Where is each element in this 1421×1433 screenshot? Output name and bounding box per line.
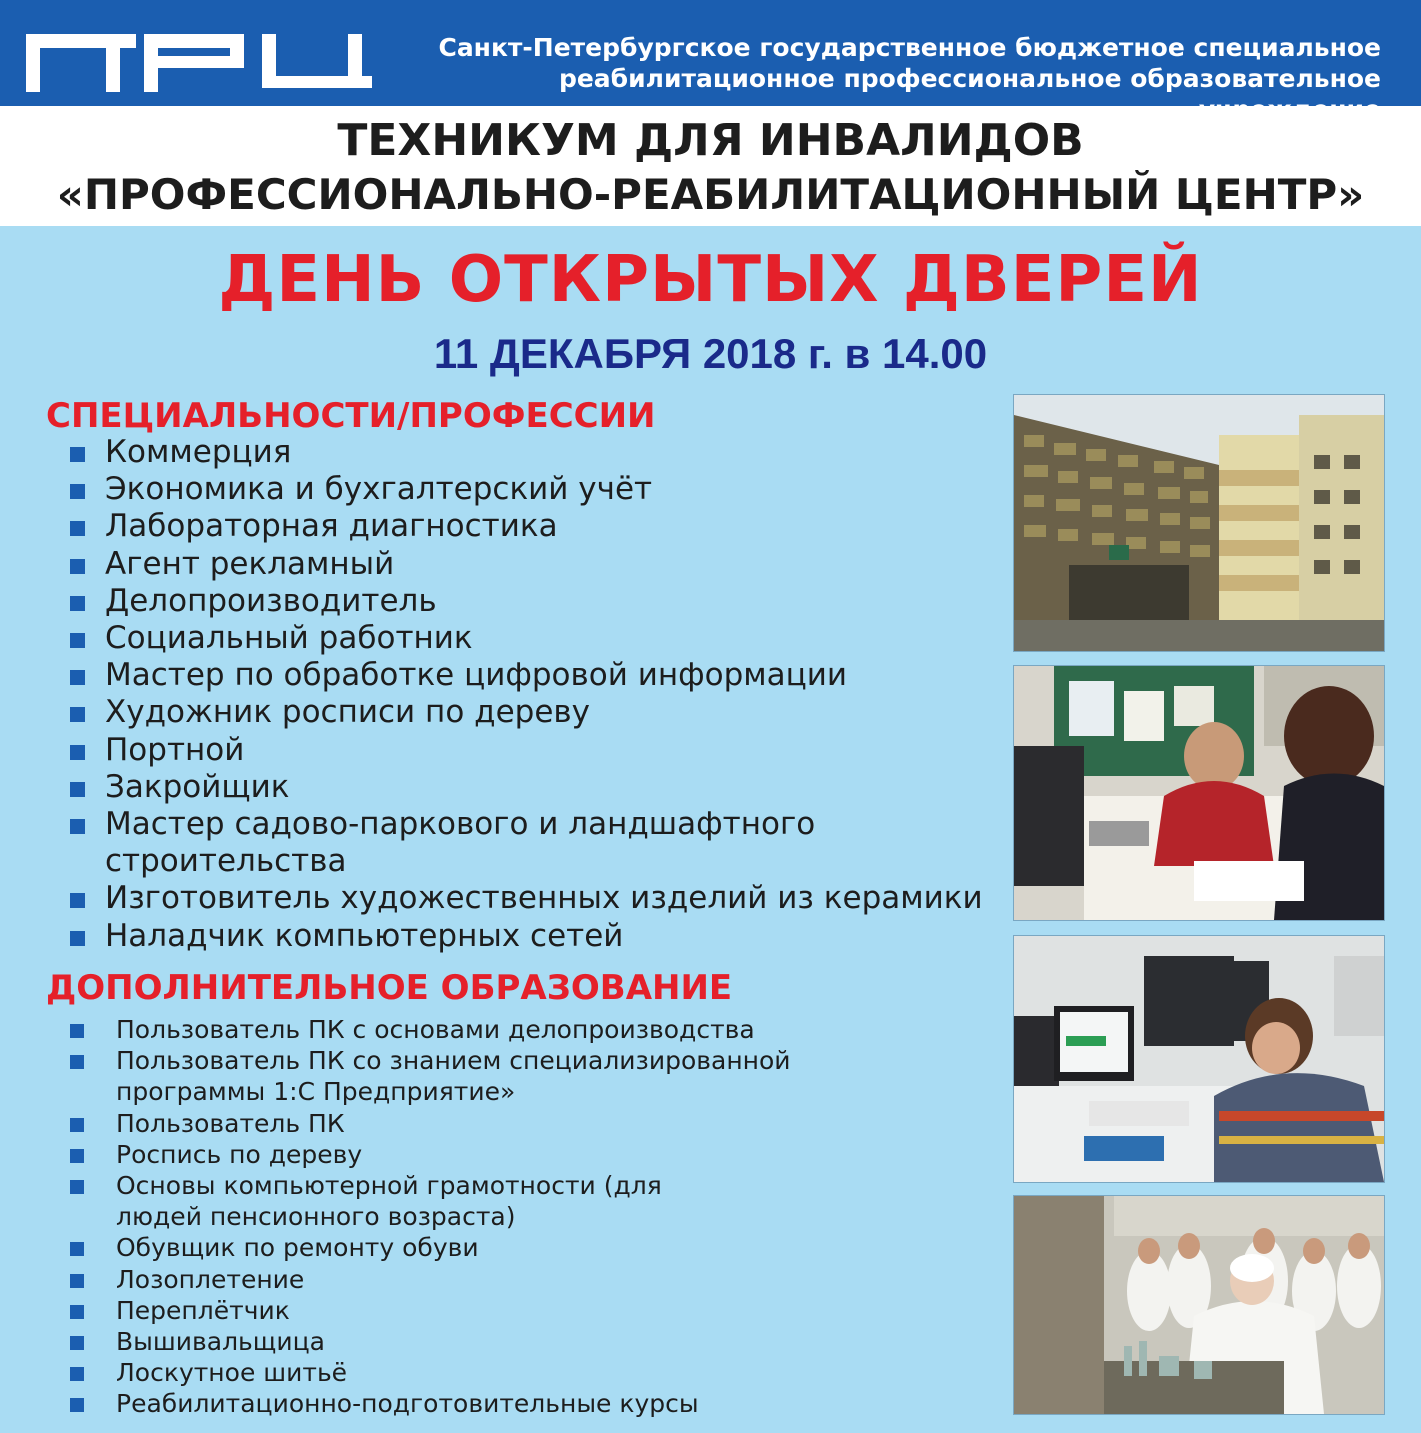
course-label: Лоскутное шитьё <box>116 1358 348 1388</box>
square-bullet-icon <box>70 707 85 722</box>
square-bullet-icon <box>70 1055 84 1069</box>
square-bullet-icon <box>70 1367 84 1381</box>
list-item <box>70 1108 1000 1139</box>
list-item <box>70 657 1000 694</box>
list-item <box>70 769 1000 806</box>
square-bullet-icon <box>70 484 85 499</box>
list-item <box>70 1388 1000 1419</box>
list-item <box>70 806 845 880</box>
square-bullet-icon <box>70 1024 84 1038</box>
square-bullet-icon <box>70 1305 84 1319</box>
office-photo <box>1013 665 1385 921</box>
square-bullet-icon <box>70 745 85 760</box>
laboratory-photo <box>1013 1195 1385 1415</box>
list-item <box>70 732 1000 769</box>
square-bullet-icon <box>70 931 85 946</box>
list-item <box>70 583 1000 620</box>
course-label: Лозоплетение <box>116 1264 305 1294</box>
list-item <box>70 1264 1000 1295</box>
list-item <box>70 434 1000 471</box>
list-item <box>70 1295 1000 1326</box>
college-subtitle: «ПРОФЕССИОНАЛЬНО-РЕАБИЛИТАЦИОННЫЙ ЦЕНТР» <box>56 170 1365 219</box>
square-bullet-icon <box>70 819 85 834</box>
profession-label: Мастер садово-паркового и ландшафтного строительства <box>105 806 816 880</box>
list-item <box>70 1139 1000 1170</box>
square-bullet-icon <box>70 633 85 648</box>
title-band <box>0 106 1421 226</box>
course-label: Основы компьютерной грамотности (для людей пенсионного возраста) <box>116 1171 662 1232</box>
event-date: 11 ДЕКАБРЯ 2018 г. в 14.00 <box>433 330 988 377</box>
square-bullet-icon <box>70 670 85 685</box>
additional-education-list <box>70 1014 1000 1420</box>
profession-label: Делопроизводитель <box>105 582 437 619</box>
list-item <box>70 1326 1000 1357</box>
professions-title: СПЕЦИАЛЬНОСТИ/ПРОФЕССИИ <box>46 396 656 436</box>
event-name: ДЕНЬ ОТКРЫТЫХ ДВЕРЕЙ <box>218 243 1203 317</box>
list-item <box>70 880 1000 917</box>
profession-label: Закройщик <box>105 768 290 805</box>
computer-class-photo <box>1013 935 1385 1183</box>
course-label: Роспись по дереву <box>116 1139 363 1169</box>
course-label: Пользователь ПК <box>116 1108 345 1138</box>
square-bullet-icon <box>70 893 85 908</box>
square-bullet-icon <box>70 1149 84 1163</box>
profession-label: Лабораторная диагностика <box>105 508 558 545</box>
profession-label: Экономика и бухгалтерский учёт <box>105 471 653 508</box>
institution-line-1: Санкт-Петербургское государственное бюджетное специальное <box>438 33 1381 62</box>
square-bullet-icon <box>70 521 85 536</box>
additional-education-title: ДОПОЛНИТЕЛЬНОЕ ОБРАЗОВАНИЕ <box>46 968 733 1008</box>
list-item <box>70 1045 896 1107</box>
course-label: Переплётчик <box>116 1295 290 1325</box>
course-label: Обувщик по ремонту обуви <box>116 1233 479 1263</box>
profession-label: Портной <box>105 731 245 768</box>
list-item <box>70 620 1000 657</box>
square-bullet-icon <box>70 447 85 462</box>
profession-label: Коммерция <box>105 434 292 470</box>
list-item <box>70 1014 1000 1045</box>
profession-label: Социальный работник <box>105 620 473 657</box>
list-item <box>70 1357 1000 1388</box>
square-bullet-icon <box>70 1180 84 1194</box>
profession-label: Мастер по обработке цифровой информации <box>105 657 848 694</box>
list-item <box>70 1170 676 1232</box>
prc-logo <box>26 32 372 92</box>
list-item <box>70 471 1000 508</box>
course-label: Вышивальщица <box>116 1327 325 1357</box>
list-item <box>70 508 1000 545</box>
profession-label: Изготовитель художественных изделий из керамики <box>105 880 983 917</box>
header-bar <box>0 0 1421 106</box>
list-item <box>70 546 1000 583</box>
square-bullet-icon <box>70 1242 84 1256</box>
list-item <box>70 694 1000 731</box>
list-item <box>70 1232 1000 1263</box>
profession-label: Наладчик компьютерных сетей <box>105 917 624 954</box>
course-label: Пользователь ПК со знанием специализированной программы 1:С Предприятие» <box>116 1046 791 1107</box>
square-bullet-icon <box>70 1274 84 1288</box>
square-bullet-icon <box>70 596 85 611</box>
course-label: Реабилитационно-подготовительные курсы <box>116 1389 699 1419</box>
square-bullet-icon <box>70 782 85 797</box>
square-bullet-icon <box>70 1336 84 1350</box>
list-item <box>70 918 1000 955</box>
square-bullet-icon <box>70 559 85 574</box>
profession-label: Агент рекламный <box>105 545 395 582</box>
college-title: ТЕХНИКУМ ДЛЯ ИНВАЛИДОВ <box>337 115 1084 166</box>
course-label: Пользователь ПК с основами делопроизводства <box>116 1015 755 1044</box>
professions-list <box>70 434 1000 955</box>
square-bullet-icon <box>70 1118 84 1132</box>
building-photo <box>1013 394 1385 652</box>
profession-label: Художник росписи по дереву <box>105 694 591 731</box>
square-bullet-icon <box>70 1398 84 1412</box>
institution-line-2: реабилитационное профессиональное образовательное <box>558 64 1381 93</box>
